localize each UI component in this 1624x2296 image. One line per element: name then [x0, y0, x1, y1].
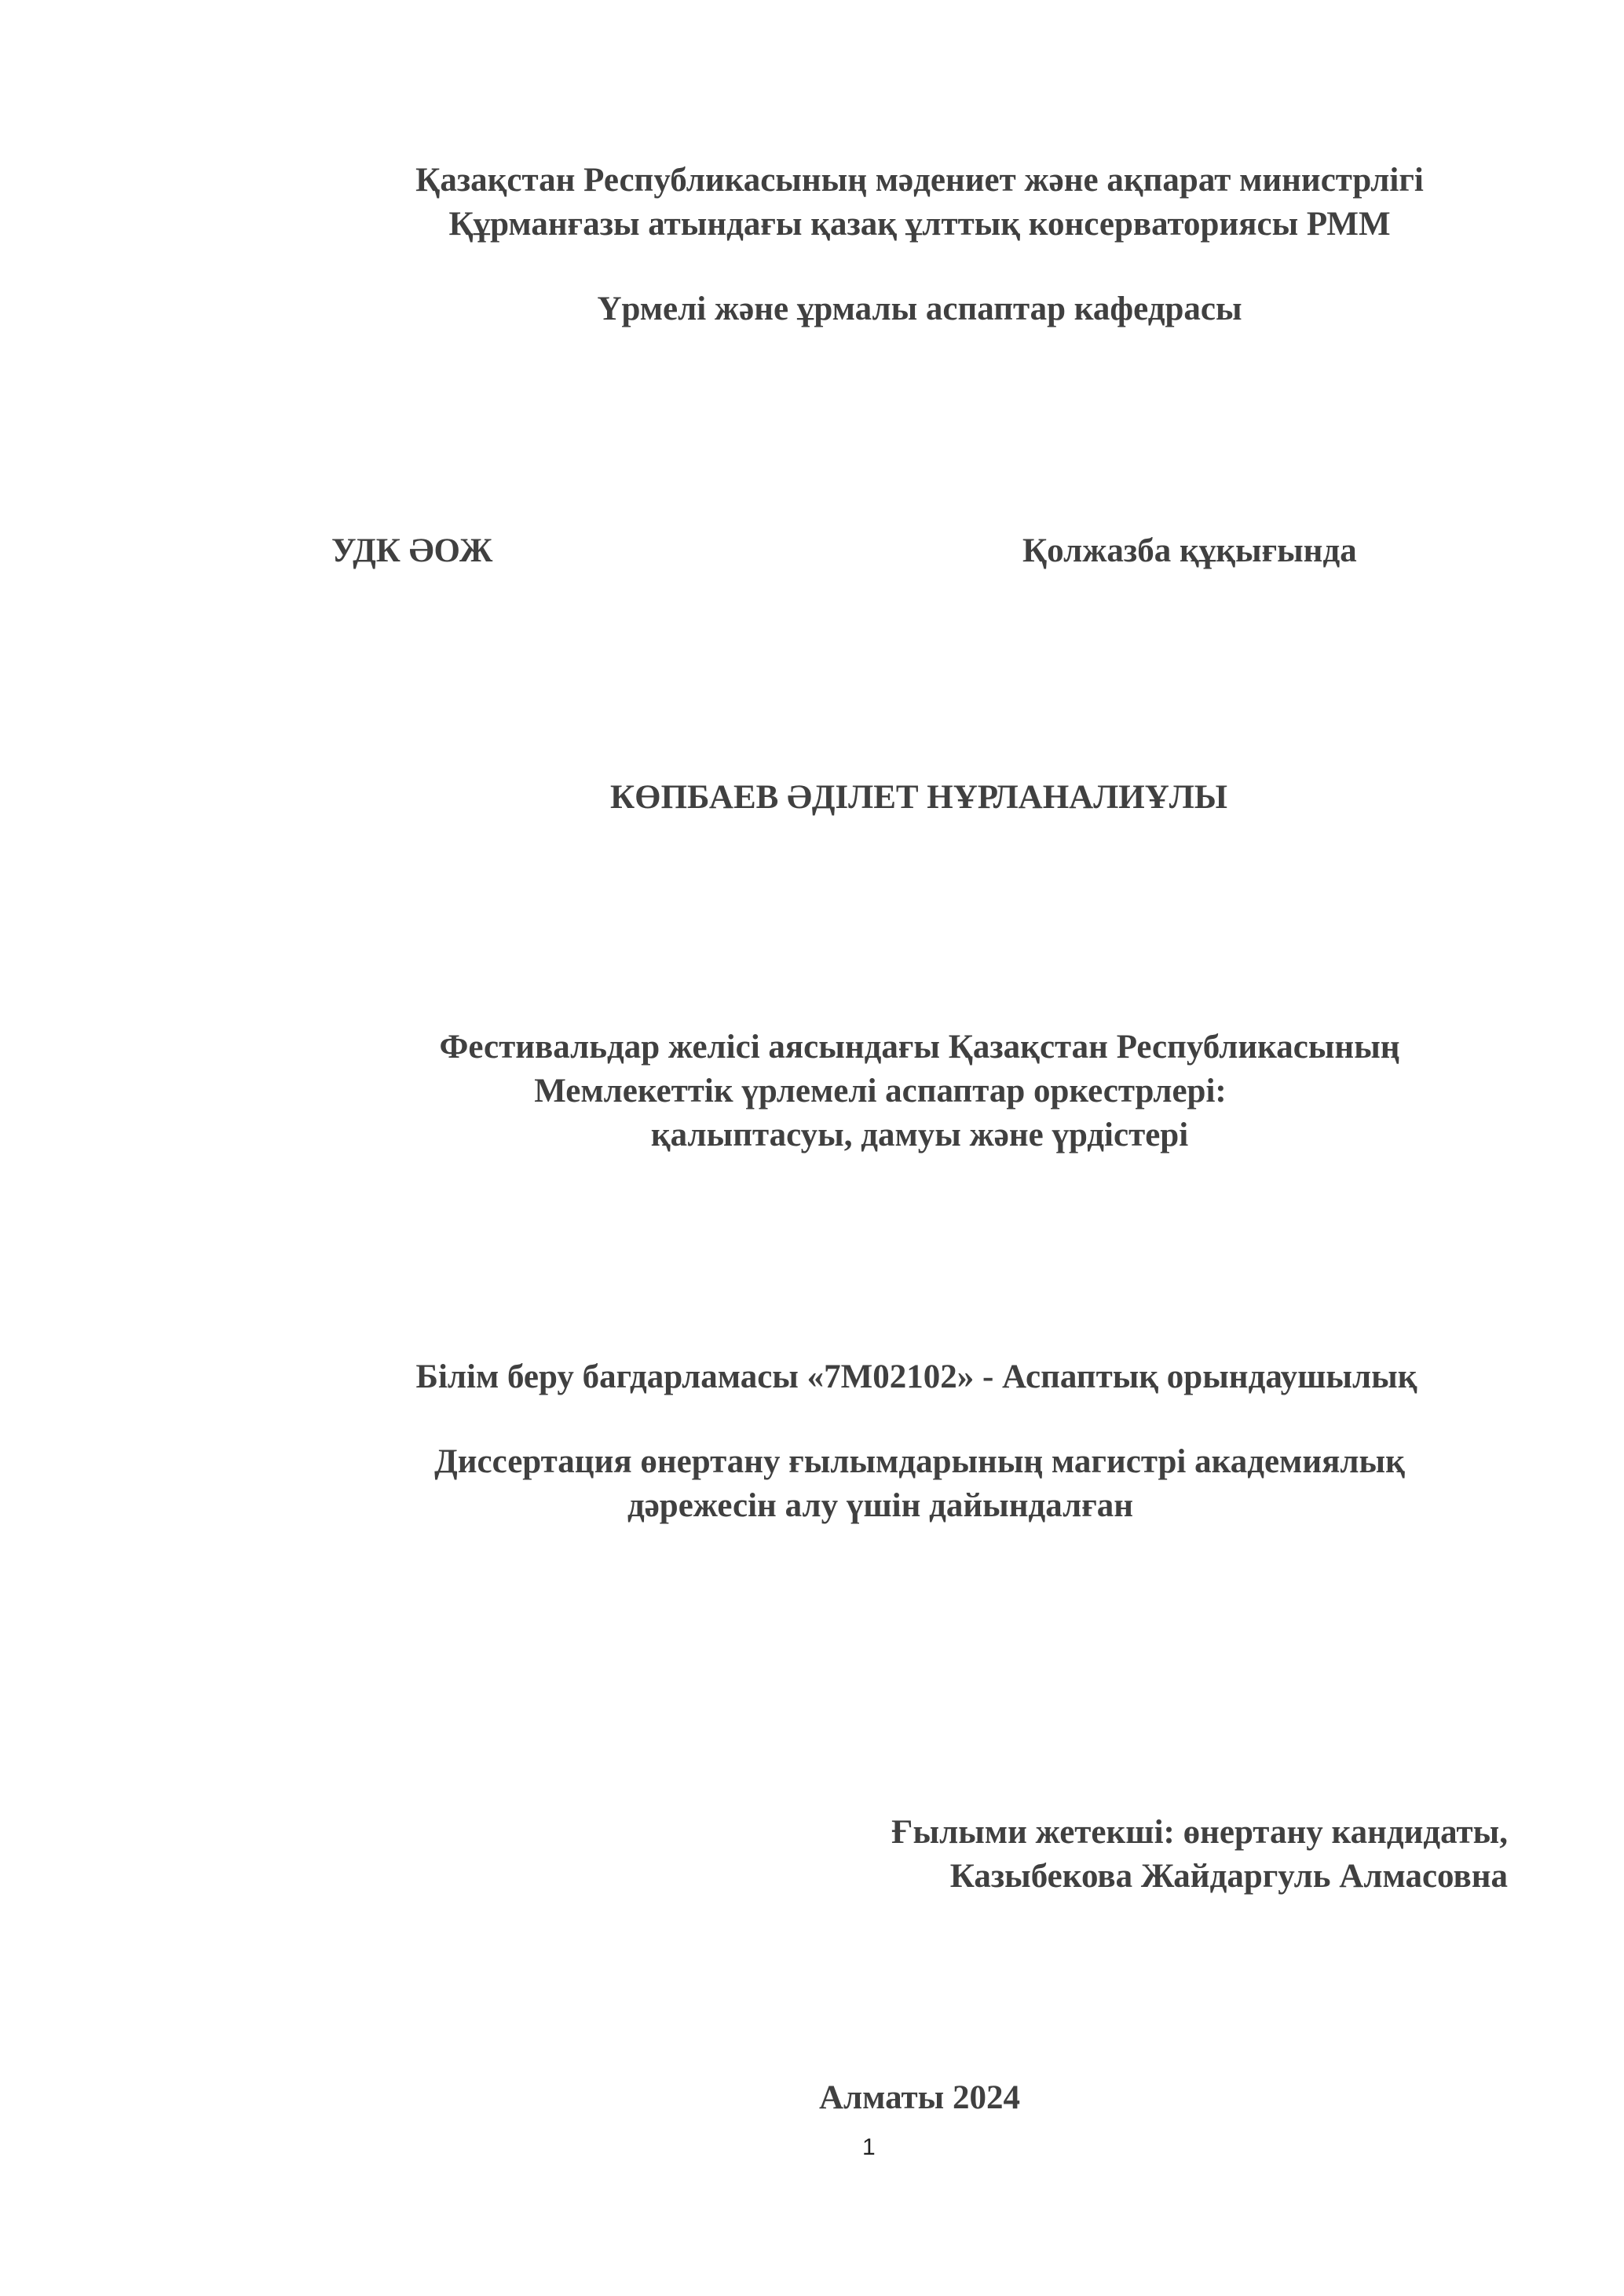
manuscript-rights-label: Қолжазба құқығында: [1022, 532, 1357, 569]
author-name: КӨПБАЕВ ӘДІЛЕТ НҰРЛАНАЛИҰЛЫ: [609, 779, 1228, 816]
title-line-2: Мемлекеттік үрлемелі аспаптар оркестрлері:: [534, 1073, 1227, 1110]
education-program: Білім беру багдарламасы «7М02102» - Аспаптық орындаушылық: [415, 1358, 1417, 1395]
title-line-1: Фестивальдар желісі аясындағы Қазақстан Республикасының: [439, 1029, 1400, 1066]
department-heading: Үрмелі және ұрмалы аспаптар кафедрасы: [597, 291, 1242, 327]
dissertation-line-2: дәрежесін алу үшін дайындалған: [627, 1487, 1134, 1524]
ministry-heading: Қазақстан Республикасының мәдениет және ақпарат министрлігі: [415, 162, 1424, 199]
udk-label: УДК ӘОЖ: [331, 532, 493, 569]
dissertation-line-1: Диссертация өнертану ғылымдарының магистрі академиялық: [434, 1443, 1405, 1480]
supervisor-line-1: Ғылыми жетекші: өнертану кандидаты,: [891, 1814, 1508, 1851]
page-number: 1: [862, 2134, 876, 2160]
supervisor-line-2: Казыбекова Жайдаргуль Алмасовна: [949, 1858, 1508, 1895]
city-year: Алматы 2024: [818, 2079, 1020, 2116]
conservatory-heading: Құрманғазы атындағы қазақ ұлттық консерваториясы РММ: [448, 206, 1391, 243]
title-line-3: қалыптасуы, дамуы және үрдістері: [650, 1117, 1189, 1153]
